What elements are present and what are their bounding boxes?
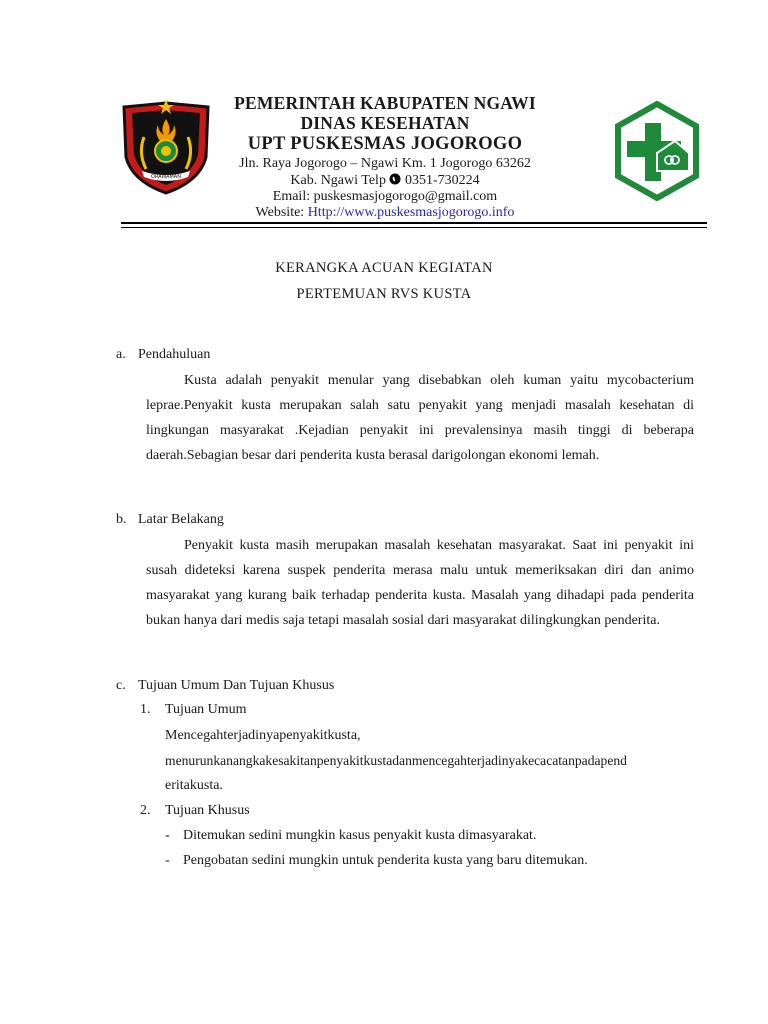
phone-icon [389,173,401,185]
letterhead [200,93,570,221]
document-title: KERANGKA ACUAN KEGIATAN [275,260,493,276]
letterhead-divider-thin [121,227,707,228]
website-label: Website: [255,205,305,220]
letterhead-government: PEMERINTAH KABUPATEN NGAWI [234,93,536,113]
section-a-marker: a. [116,347,126,362]
tujuan-umum-line-3: eritakusta. [165,778,223,793]
letterhead-agency: DINAS KESEHATAN [300,113,470,133]
section-b-heading: Latar Belakang [138,512,224,527]
section-b-paragraph: Penyakit kusta masih merupakan masalah kesehatan masyarakat. Saat ini penyakit ini susah dideteksi karena suspek penderita merasa malu untuk memeriksakan diri dan animo masyarakat yang kurang baik terhadap penderita kusta. Masalah yang dihadapi pada penderita bukan hanya dari medis saja tetapi masalah sosial dari masyarakat dilingkungkan penderita. [146,538,694,628]
subsection-2-marker: 2. [140,803,151,818]
phone-prefix: Kab. Ngawi Telp [290,173,386,188]
letterhead-address: Jln. Raya Jogorogo – Ngawi Km. 1 Jogorogo 63262 [239,156,531,171]
letterhead-institution: UPT PUSKESMAS JOGOROGO [247,134,523,154]
letterhead-divider-thick [121,222,707,224]
tujuan-umum-line-2: menurunkanangkakesakitanpenyakitkustadanmencegahterjadinyakecacatanpadapend [165,753,627,768]
bullet-item: Ditemukan sedini mungkin kasus penyakit kusta dimasyarakat. [183,828,537,843]
letterhead-phone [200,173,570,189]
section-b-marker: b. [116,512,127,527]
logo-motto-text: ORAWAMAN [151,174,181,180]
tujuan-umum-line-1: Mencegahterjadinyapenyakitkusta, [165,728,361,743]
subsection-2-heading: Tujuan Khusus [165,803,250,818]
section-a-paragraph: Kusta adalah penyakit menular yang disebabkan oleh kuman yaitu mycobacterium leprae.Penyakit kusta merupakan salah satu penyakit yang menjadi masalah kesehatan di lingkungan masyarakat .Kejadian penyakit ini prevalensinya masih tinggi di beberapa daerah.Sebagian besar dari penderita kusta berasal darigolongan ekonomi lemah. [146,373,694,463]
subsection-1-marker: 1. [140,702,151,717]
section-a-heading: Pendahuluan [138,347,211,362]
document-subtitle: PERTEMUAN RVS KUSTA [296,286,472,302]
website-link[interactable]: Http://www.puskesmasjogorogo.info [307,205,515,220]
letterhead-website [200,205,570,221]
ngawi-coat-of-arms-logo [120,97,212,197]
section-c-marker: c. [116,678,126,693]
bullet-item: Pengobatan sedini mungkin untuk penderita kusta yang baru ditemukan. [183,853,588,868]
bullet-dash: - [165,853,170,868]
bullet-dash: - [165,828,170,843]
section-c-heading: Tujuan Umum Dan Tujuan Khusus [138,678,335,693]
letterhead-email: Email: puskesmasjogorogo@gmail.com [272,189,498,204]
phone-number: 0351-730224 [404,173,480,188]
subsection-1-heading: Tujuan Umum [165,702,247,717]
puskesmas-logo [611,101,703,201]
